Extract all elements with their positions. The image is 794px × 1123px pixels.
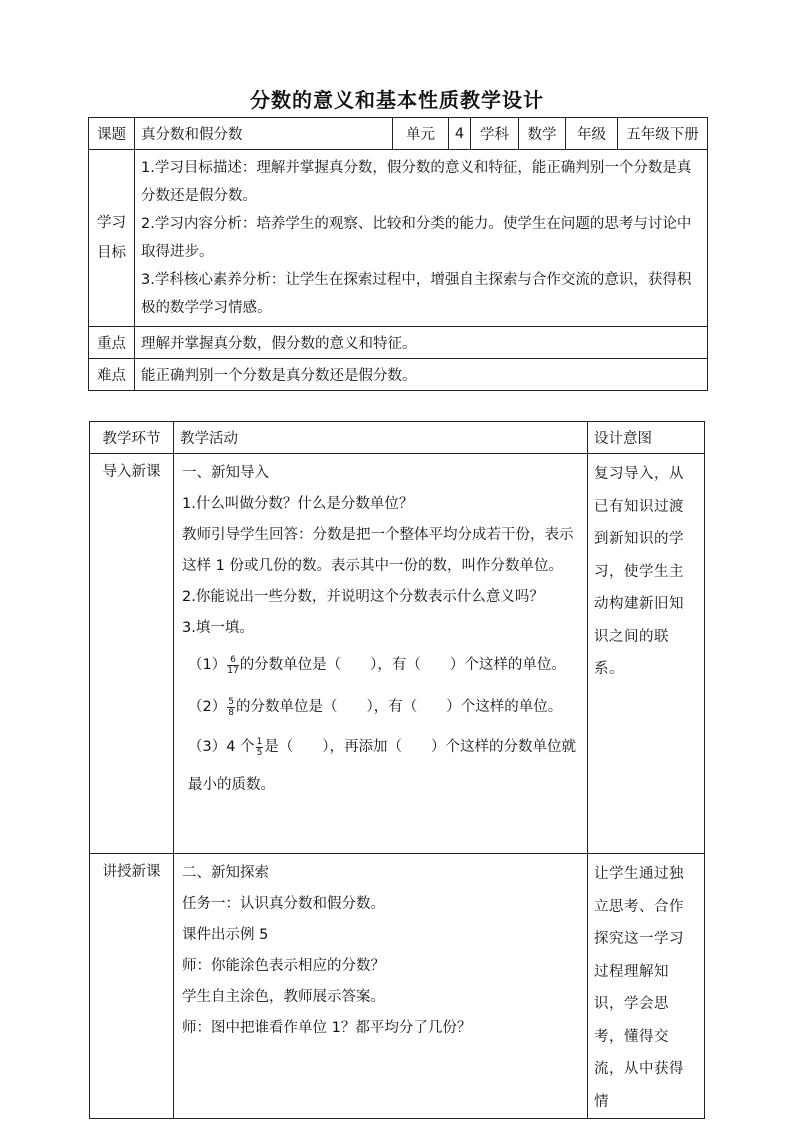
teaching-plan-table — [89, 421, 705, 1119]
key-point-label: 重点 — [89, 327, 135, 359]
fraction-numerator: 6 — [227, 655, 238, 666]
fill-item-1-text: 的分数单位是（ ），有（ ）个这样的单位。 — [239, 657, 566, 673]
grade-label: 年级 — [566, 118, 618, 150]
fraction-denominator: 5 — [256, 747, 263, 758]
fill-item-1 — [182, 644, 579, 686]
explore-example: 课件出示例 5 — [182, 927, 269, 943]
topic-label: 课题 — [89, 118, 135, 150]
fraction-5-8 — [227, 697, 235, 718]
key-point-value: 理解并掌握真分数，假分数的意义和特征。 — [135, 327, 708, 359]
intro-answer: 教师引导学生回答：分数是把一个整体平均分成若干份，表示这样 1 份或几份的数。表示其中一份的数，叫作分数单位。 — [182, 527, 574, 574]
topic-value: 真分数和假分数 — [135, 118, 393, 150]
fill-item-3 — [182, 728, 579, 804]
fraction-numerator: 1 — [256, 736, 263, 747]
goal-3: 3.学科核心素养分析：让学生在探索过程中，增强自主探索与合作交流的意识，获得积极的数学学习情感。 — [141, 272, 692, 316]
intent-intro: 复习导入，从已有知识过渡到新知识的学习，使学生主动构建新旧知识之间的联系。 — [588, 454, 705, 854]
grade-value: 五年级下册 — [618, 118, 708, 150]
subject-value: 数学 — [519, 118, 566, 150]
difficulty-value: 能正确判别一个分数是真分数还是假分数。 — [135, 359, 708, 391]
header-activity: 教学活动 — [174, 422, 588, 454]
activity-intro — [174, 454, 588, 854]
intro-heading: 一、新知导入 — [182, 465, 269, 481]
header-stage: 教学环节 — [90, 422, 174, 454]
stage-intro: 导入新课 — [90, 454, 174, 854]
goal-2: 2.学习内容分析：培养学生的观察、比较和分类的能力。使学生在问题的思考与讨论中取得进步。 — [141, 216, 692, 260]
fraction-denominator: 17 — [227, 665, 239, 676]
document-title: 分数的意义和基本性质教学设计 — [250, 88, 544, 112]
explore-teacher-1: 师：你能涂色表示相应的分数？ — [182, 958, 385, 974]
goals-content — [135, 150, 708, 327]
fill-item-3-text: 是（ ），再添加（ ）个这样的分数单位就最小的质数。 — [188, 739, 577, 793]
goals-label-line2: 目标 — [97, 245, 126, 261]
fill-item-3-prefix: （3）4 个 — [188, 739, 255, 755]
subject-label: 学科 — [471, 118, 519, 150]
intro-question-2: 2.你能说出一些分数，并说明这个分数表示什么意义吗？ — [182, 589, 544, 605]
header-intent: 设计意图 — [588, 422, 705, 454]
intro-question-3: 3.填一填。 — [182, 620, 254, 636]
goals-label — [89, 150, 135, 327]
fraction-numerator: 5 — [228, 696, 234, 707]
activity-new-lesson — [174, 854, 588, 1119]
goals-label-line1: 学习 — [97, 215, 126, 231]
fill-item-2 — [182, 686, 579, 728]
stage-new-lesson: 讲授新课 — [90, 854, 174, 1119]
difficulty-label: 难点 — [89, 359, 135, 391]
unit-value: 4 — [449, 118, 471, 150]
fill-item-1-prefix: （1） — [188, 657, 227, 673]
fraction-1-5 — [256, 737, 264, 758]
fraction-6-17 — [227, 655, 238, 676]
explore-task: 任务一：认识真分数和假分数。 — [182, 896, 385, 912]
fraction-denominator: 8 — [228, 707, 234, 718]
explore-teacher-2: 师：图中把谁看作单位 1？都平均分了几份？ — [182, 1020, 472, 1036]
explore-heading: 二、新知探索 — [182, 865, 269, 881]
course-info-table — [88, 117, 708, 391]
fill-item-2-prefix: （2） — [188, 699, 227, 715]
intent-new-lesson: 让学生通过独立思考、合作探究这一学习过程理解知识，学会思考，懂得交流，从中获得情 — [588, 854, 705, 1119]
fill-item-2-text: 的分数单位是（ ），有（ ）个这样的单位。 — [235, 699, 563, 715]
intro-question-1: 1.什么叫做分数？什么是分数单位？ — [182, 496, 414, 512]
explore-student: 学生自主涂色，教师展示答案。 — [182, 989, 385, 1005]
unit-label: 单元 — [393, 118, 449, 150]
goal-1: 1.学习目标描述：理解并掌握真分数，假分数的意义和特征，能正确判别一个分数是真分数还是假分数。 — [141, 160, 692, 204]
